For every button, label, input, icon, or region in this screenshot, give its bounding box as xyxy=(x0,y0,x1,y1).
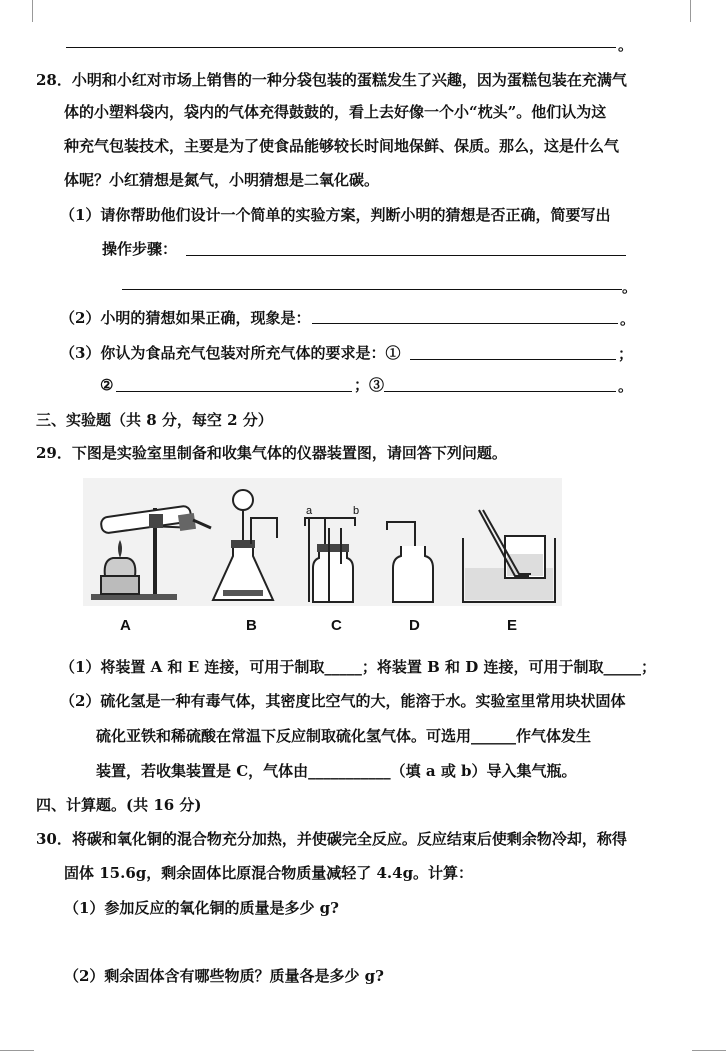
answer-line-req-3[interactable] xyxy=(384,391,616,392)
q30-part2: （2）剩余固体含有哪些物质？质量各是多少 g? xyxy=(64,967,384,985)
separator: ； xyxy=(618,345,634,363)
q28-part2-prompt: （2）小明的猜想如果正确，现象是： xyxy=(60,309,311,327)
answer-line-top[interactable] xyxy=(66,47,616,48)
apparatus-c-drawing xyxy=(305,518,355,602)
end-mark: 。 xyxy=(620,310,636,328)
apparatus-e-drawing xyxy=(463,510,555,602)
q28-line-4: 体呢？小红猜想是氮气，小明猜想是二氧化碳。 xyxy=(64,171,380,189)
req-2-marker: ② xyxy=(100,376,114,394)
answer-line-req-2[interactable] xyxy=(116,391,352,392)
crop-mark-bottom-left xyxy=(0,1050,34,1051)
q29-part2-line-1: （2）硫化氢是一种有毒气体，其密度比空气的大，能溶于水。实验室里常用块状固体 xyxy=(60,692,626,710)
answer-line-steps-1[interactable] xyxy=(186,255,626,256)
crop-mark-top-left xyxy=(32,0,33,22)
req-3-marker: ；③ xyxy=(354,376,385,394)
q29-part1: （1）将装置 A 和 E 连接，可用于制取_____；将装置 B 和 D 连接，可用于制取_____； xyxy=(60,658,656,676)
apparatus-figure xyxy=(83,478,562,606)
q28-part1-prompt: （1）请你帮助他们设计一个简单的实验方案，判断小明的猜想是否正确，简要写出 xyxy=(60,206,611,224)
section-4-heading: 四、计算题。(共 16 分) xyxy=(36,796,202,814)
q30-part1: （1）参加反应的氧化铜的质量是多少 g? xyxy=(64,899,339,917)
end-mark: 。 xyxy=(618,36,634,54)
q30-line-1: 30．将碳和氧化铜的混合物充分加热，并使碳完全反应。反应结束后使剩余物冷却，称得 xyxy=(36,830,627,848)
answer-line-req-1[interactable] xyxy=(410,359,616,360)
section-3-heading: 三、实验题（共 8 分，每空 2 分） xyxy=(36,411,273,429)
apparatus-label-a: A xyxy=(120,617,131,634)
apparatus-label-c: C xyxy=(331,617,342,634)
end-mark: 。 xyxy=(622,278,638,296)
q29-part2-line-2: 硫化亚铁和稀硫酸在常温下反应制取硫化氢气体。可选用______作气体发生 xyxy=(96,727,592,745)
tube-label-b: b xyxy=(353,505,360,517)
q28-line-3: 种充气包装技术，主要是为了使食品能够较长时间地保鲜、保质。那么，这是什么气 xyxy=(64,137,620,155)
answer-line-phenomenon[interactable] xyxy=(312,323,618,324)
tube-label-a: a xyxy=(306,505,313,517)
q28-line-1: 28．小明和小红对市场上销售的一种分袋包装的蛋糕发生了兴趣，因为蛋糕包装在充满气 xyxy=(36,71,627,89)
apparatus-label-b: B xyxy=(246,617,257,634)
apparatus-label-d: D xyxy=(409,617,420,634)
apparatus-b-drawing xyxy=(213,490,277,600)
apparatus-label-e: E xyxy=(507,617,518,634)
answer-line-steps-2[interactable] xyxy=(122,289,622,290)
apparatus-a-drawing xyxy=(91,505,211,600)
crop-mark-bottom-right xyxy=(692,1050,726,1051)
crop-mark-top-right xyxy=(690,0,691,22)
q28-part1-steps-label: 操作步骤： xyxy=(102,240,178,258)
q28-part3-prompt: （3）你认为食品充气包装对所充气体的要求是：① xyxy=(60,344,401,362)
q29-part2-line-3: 装置，若收集装置是 C，气体由___________（填 a 或 b）导入集气瓶。 xyxy=(96,762,577,780)
apparatus-d-drawing xyxy=(387,522,433,602)
q28-line-2: 体的小塑料袋内，袋内的气体充得鼓鼓的，看上去好像一个小“枕头”。他们认为这 xyxy=(64,103,607,121)
q29-heading: 29．下图是实验室里制备和收集气体的仪器装置图，请回答下列问题。 xyxy=(36,444,507,462)
end-mark: 。 xyxy=(618,377,634,395)
q30-line-2: 固体 15.6g，剩余固体比原混合物质量减轻了 4.4g。计算： xyxy=(64,864,474,882)
